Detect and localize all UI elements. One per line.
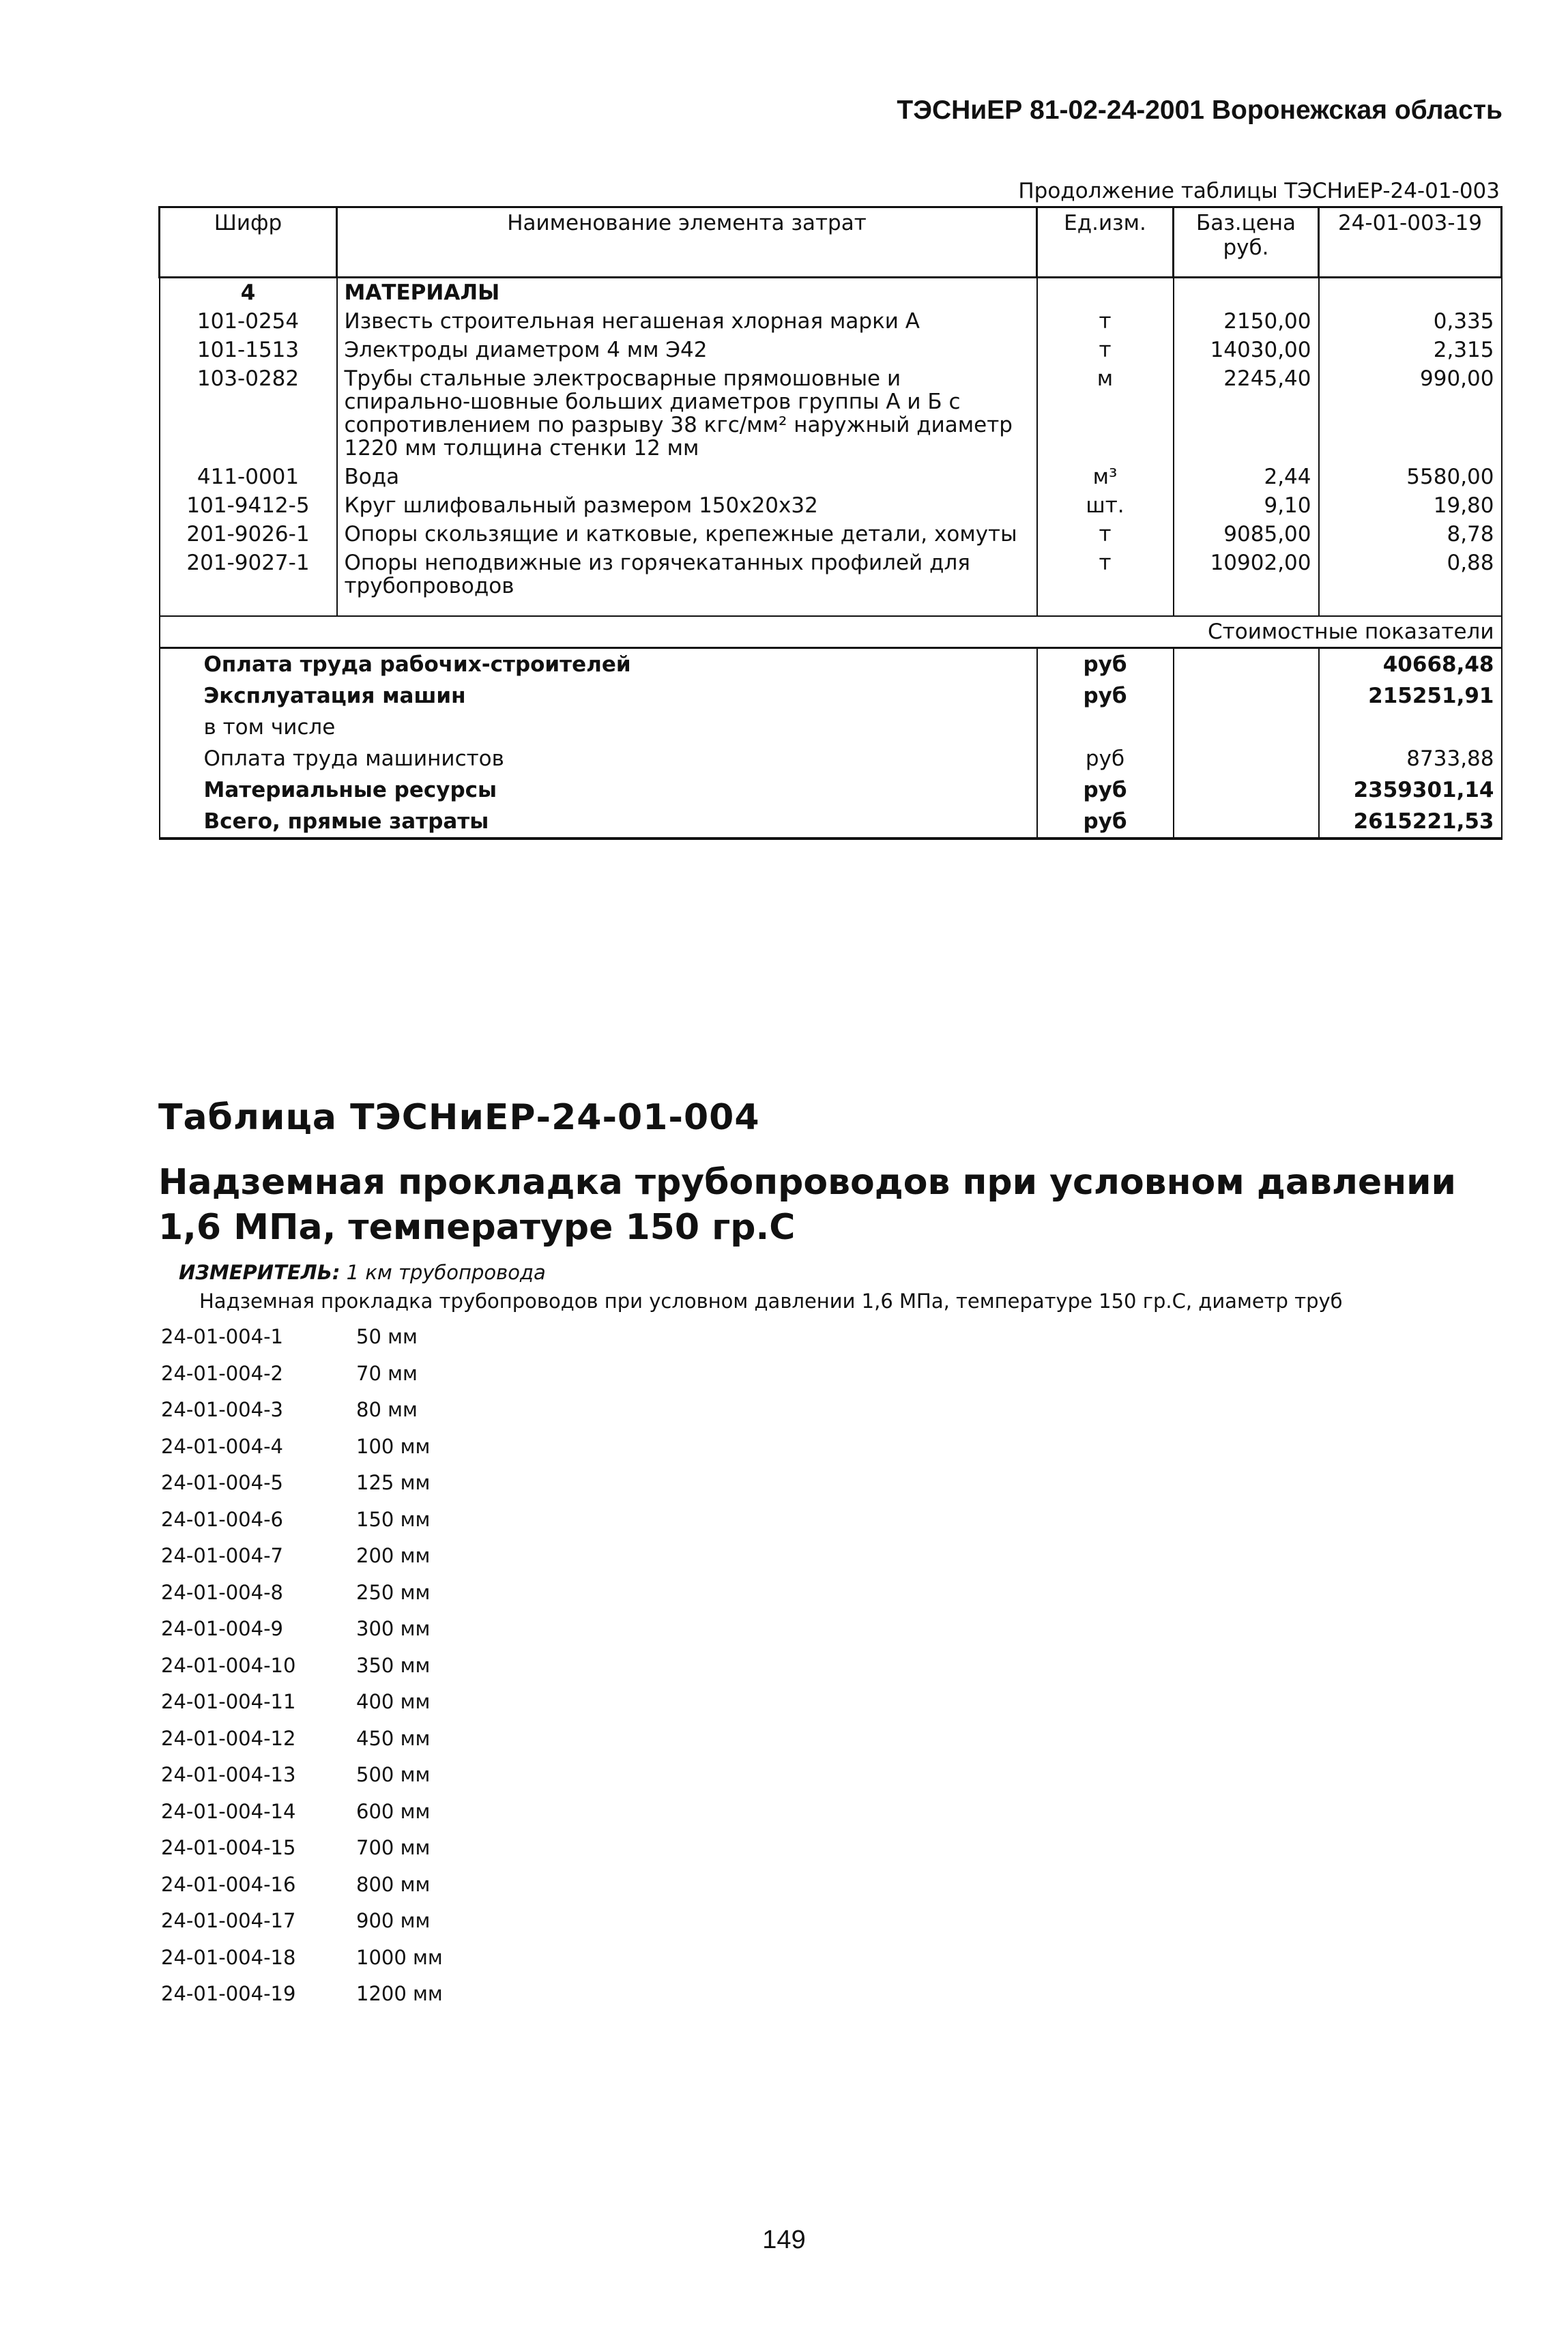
cost-unit: руб	[1037, 743, 1174, 774]
cost-value	[1319, 712, 1502, 743]
item-code: 24-01-004-13	[161, 1763, 296, 1786]
cost-unit: руб	[1037, 806, 1174, 839]
row-code: 201-9026-1	[160, 520, 337, 549]
item-code: 24-01-004-8	[161, 1580, 283, 1604]
row-code: 201-9027-1	[160, 549, 337, 600]
cost-empty	[1174, 806, 1319, 839]
table-row	[160, 463, 1502, 491]
table-row	[160, 520, 1502, 549]
row-unit: шт.	[1037, 491, 1174, 520]
item-size: 80 мм	[356, 1398, 418, 1421]
cost-label: в том числе	[160, 712, 1037, 743]
row-name: Опоры скользящие и катковые, крепежные детали, хомуты	[337, 520, 1037, 549]
item-code: 24-01-004-12	[161, 1726, 296, 1750]
row-code: 103-0282	[160, 364, 337, 463]
code-list	[161, 1325, 443, 2019]
list-item	[161, 1581, 443, 1618]
item-size: 70 мм	[356, 1361, 418, 1385]
item-size: 400 мм	[356, 1690, 431, 1713]
cost-row	[160, 806, 1502, 839]
row-price: 10902,00	[1174, 549, 1319, 600]
cost-label: Материальные ресурсы	[160, 774, 1037, 806]
row-price: 2,44	[1174, 463, 1319, 491]
section-code: 4	[160, 278, 337, 308]
row-unit: т	[1037, 549, 1174, 600]
row-value: 0,88	[1319, 549, 1502, 600]
row-name: Опоры неподвижные из горячекатанных профилей для трубопроводов	[337, 549, 1037, 600]
item-size: 450 мм	[356, 1726, 431, 1750]
cost-unit: руб	[1037, 774, 1174, 806]
cost-row	[160, 743, 1502, 774]
cost-row	[160, 774, 1502, 806]
list-item	[161, 1873, 443, 1910]
item-code: 24-01-004-19	[161, 1982, 296, 2005]
resources-table	[158, 206, 1502, 840]
row-price: 14030,00	[1174, 336, 1319, 364]
cost-empty	[1174, 743, 1319, 774]
item-size: 600 мм	[356, 1799, 431, 1823]
list-item	[161, 1617, 443, 1654]
item-size: 900 мм	[356, 1909, 431, 1932]
row-value: 990,00	[1319, 364, 1502, 463]
item-code: 24-01-004-16	[161, 1872, 296, 1896]
cost-value: 2615221,53	[1319, 806, 1502, 839]
cost-empty	[1174, 648, 1319, 681]
item-code: 24-01-004-4	[161, 1434, 283, 1458]
table-description: Надземная прокладка трубопроводов при условном давлении 1,6 МПа, температуре 150 гр.С, диаметр труб	[199, 1290, 1343, 1313]
item-size: 50 мм	[356, 1325, 418, 1348]
row-price: 2150,00	[1174, 307, 1319, 336]
list-item	[161, 1836, 443, 1873]
cost-label: Эксплуатация машин	[160, 680, 1037, 712]
item-code: 24-01-004-15	[161, 1836, 296, 1859]
item-code: 24-01-004-3	[161, 1398, 283, 1421]
item-size: 800 мм	[356, 1872, 431, 1896]
row-value: 19,80	[1319, 491, 1502, 520]
table-header-row	[160, 207, 1502, 278]
item-size: 125 мм	[356, 1471, 431, 1494]
table-title: Таблица ТЭСНиЕР-24-01-004	[158, 1097, 760, 1138]
col-header-name: Наименование элемента затрат	[337, 207, 1037, 278]
item-size: 150 мм	[356, 1507, 431, 1531]
list-item	[161, 1362, 443, 1399]
cost-empty	[1174, 774, 1319, 806]
item-code: 24-01-004-7	[161, 1544, 283, 1567]
row-code: 101-0254	[160, 307, 337, 336]
row-name: Известь строительная негашеная хлорная марки А	[337, 307, 1037, 336]
cost-unit: руб	[1037, 648, 1174, 681]
page-number: 149	[762, 2226, 806, 2254]
cost-value: 215251,91	[1319, 680, 1502, 712]
list-item	[161, 1435, 443, 1472]
list-item	[161, 1654, 443, 1691]
table-row	[160, 307, 1502, 336]
list-item	[161, 1471, 443, 1508]
item-code: 24-01-004-9	[161, 1617, 283, 1640]
section-name: МАТЕРИАЛЫ	[337, 278, 1037, 308]
cost-label: Оплата труда рабочих-строителей	[160, 648, 1037, 681]
item-size: 100 мм	[356, 1434, 431, 1458]
row-name: Круг шлифовальный размером 150x20x32	[337, 491, 1037, 520]
item-code: 24-01-004-10	[161, 1653, 296, 1677]
cost-value: 8733,88	[1319, 743, 1502, 774]
cost-empty	[1174, 680, 1319, 712]
cost-unit	[1037, 712, 1174, 743]
list-item	[161, 1763, 443, 1800]
row-unit: т	[1037, 307, 1174, 336]
table-row	[160, 364, 1502, 463]
item-size: 250 мм	[356, 1580, 431, 1604]
cost-empty	[1174, 712, 1319, 743]
list-item	[161, 1909, 443, 1946]
table-continuation-label: Продолжение таблицы ТЭСНиЕР-24-01-003	[1018, 179, 1500, 203]
cost-value: 2359301,14	[1319, 774, 1502, 806]
item-code: 24-01-004-11	[161, 1690, 296, 1713]
row-value: 0,335	[1319, 307, 1502, 336]
cost-label: Всего, прямые затраты	[160, 806, 1037, 839]
item-code: 24-01-004-6	[161, 1507, 283, 1531]
item-code: 24-01-004-5	[161, 1471, 283, 1494]
list-item	[161, 1398, 443, 1435]
cost-row	[160, 648, 1502, 681]
row-value: 5580,00	[1319, 463, 1502, 491]
item-code: 24-01-004-1	[161, 1325, 283, 1348]
list-item	[161, 1508, 443, 1545]
measure-label: ИЗМЕРИТЕЛЬ:	[179, 1261, 340, 1284]
item-code: 24-01-004-2	[161, 1361, 283, 1385]
row-unit: т	[1037, 520, 1174, 549]
list-item	[161, 1800, 443, 1837]
row-price: 9085,00	[1174, 520, 1319, 549]
list-item	[161, 1982, 443, 2019]
row-value: 8,78	[1319, 520, 1502, 549]
list-item	[161, 1690, 443, 1727]
row-code: 101-9412-5	[160, 491, 337, 520]
measure-value: 1 км трубопровода	[346, 1261, 546, 1284]
cost-unit: руб	[1037, 680, 1174, 712]
row-code: 411-0001	[160, 463, 337, 491]
item-size: 700 мм	[356, 1836, 431, 1859]
row-price: 2245,40	[1174, 364, 1319, 463]
table-row	[160, 336, 1502, 364]
item-size: 350 мм	[356, 1653, 431, 1677]
row-unit: т	[1037, 336, 1174, 364]
cost-row	[160, 712, 1502, 743]
cost-row	[160, 680, 1502, 712]
col-header-unit: Ед.изм.	[1037, 207, 1174, 278]
table-row	[160, 491, 1502, 520]
item-code: 24-01-004-18	[161, 1945, 296, 1969]
row-code: 101-1513	[160, 336, 337, 364]
row-name: Вода	[337, 463, 1037, 491]
col-header-code: Шифр	[160, 207, 337, 278]
col-header-price: Баз.цена руб.	[1174, 207, 1319, 278]
table-row	[160, 549, 1502, 600]
table-subtitle: Надземная прокладка трубопроводов при условном давлении 1,6 МПа, температуре 150 гр.С	[158, 1162, 1456, 1248]
item-size: 1200 мм	[356, 1982, 443, 2005]
row-name: Трубы стальные электросварные прямошовные и спирально-шовные больших диаметров группы А и Б с сопротивлением по разрыву 38 кгс/мм² наружный диаметр 1220 мм толщина стенки 12 мм	[337, 364, 1037, 463]
row-value: 2,315	[1319, 336, 1502, 364]
item-code: 24-01-004-14	[161, 1799, 296, 1823]
list-item	[161, 1544, 443, 1581]
item-size: 200 мм	[356, 1544, 431, 1567]
list-item	[161, 1946, 443, 1983]
cost-label: Оплата труда машинистов	[160, 743, 1037, 774]
section-row	[160, 278, 1502, 308]
cost-value: 40668,48	[1319, 648, 1502, 681]
row-price: 9,10	[1174, 491, 1319, 520]
row-unit: м	[1037, 364, 1174, 463]
list-item	[161, 1325, 443, 1362]
item-size: 1000 мм	[356, 1945, 443, 1969]
list-item	[161, 1727, 443, 1764]
cost-header-row	[160, 616, 1502, 648]
cost-header: Стоимостные показатели	[160, 616, 1502, 648]
row-name: Электроды диаметром 4 мм Э42	[337, 336, 1037, 364]
col-header-norm: 24-01-003-19	[1319, 207, 1502, 278]
item-size: 500 мм	[356, 1763, 431, 1786]
measure-line	[179, 1261, 546, 1284]
item-code: 24-01-004-17	[161, 1909, 296, 1932]
running-header: ТЭСНиЕР 81-02-24-2001 Воронежская область	[897, 96, 1502, 125]
row-unit: м³	[1037, 463, 1174, 491]
item-size: 300 мм	[356, 1617, 431, 1640]
